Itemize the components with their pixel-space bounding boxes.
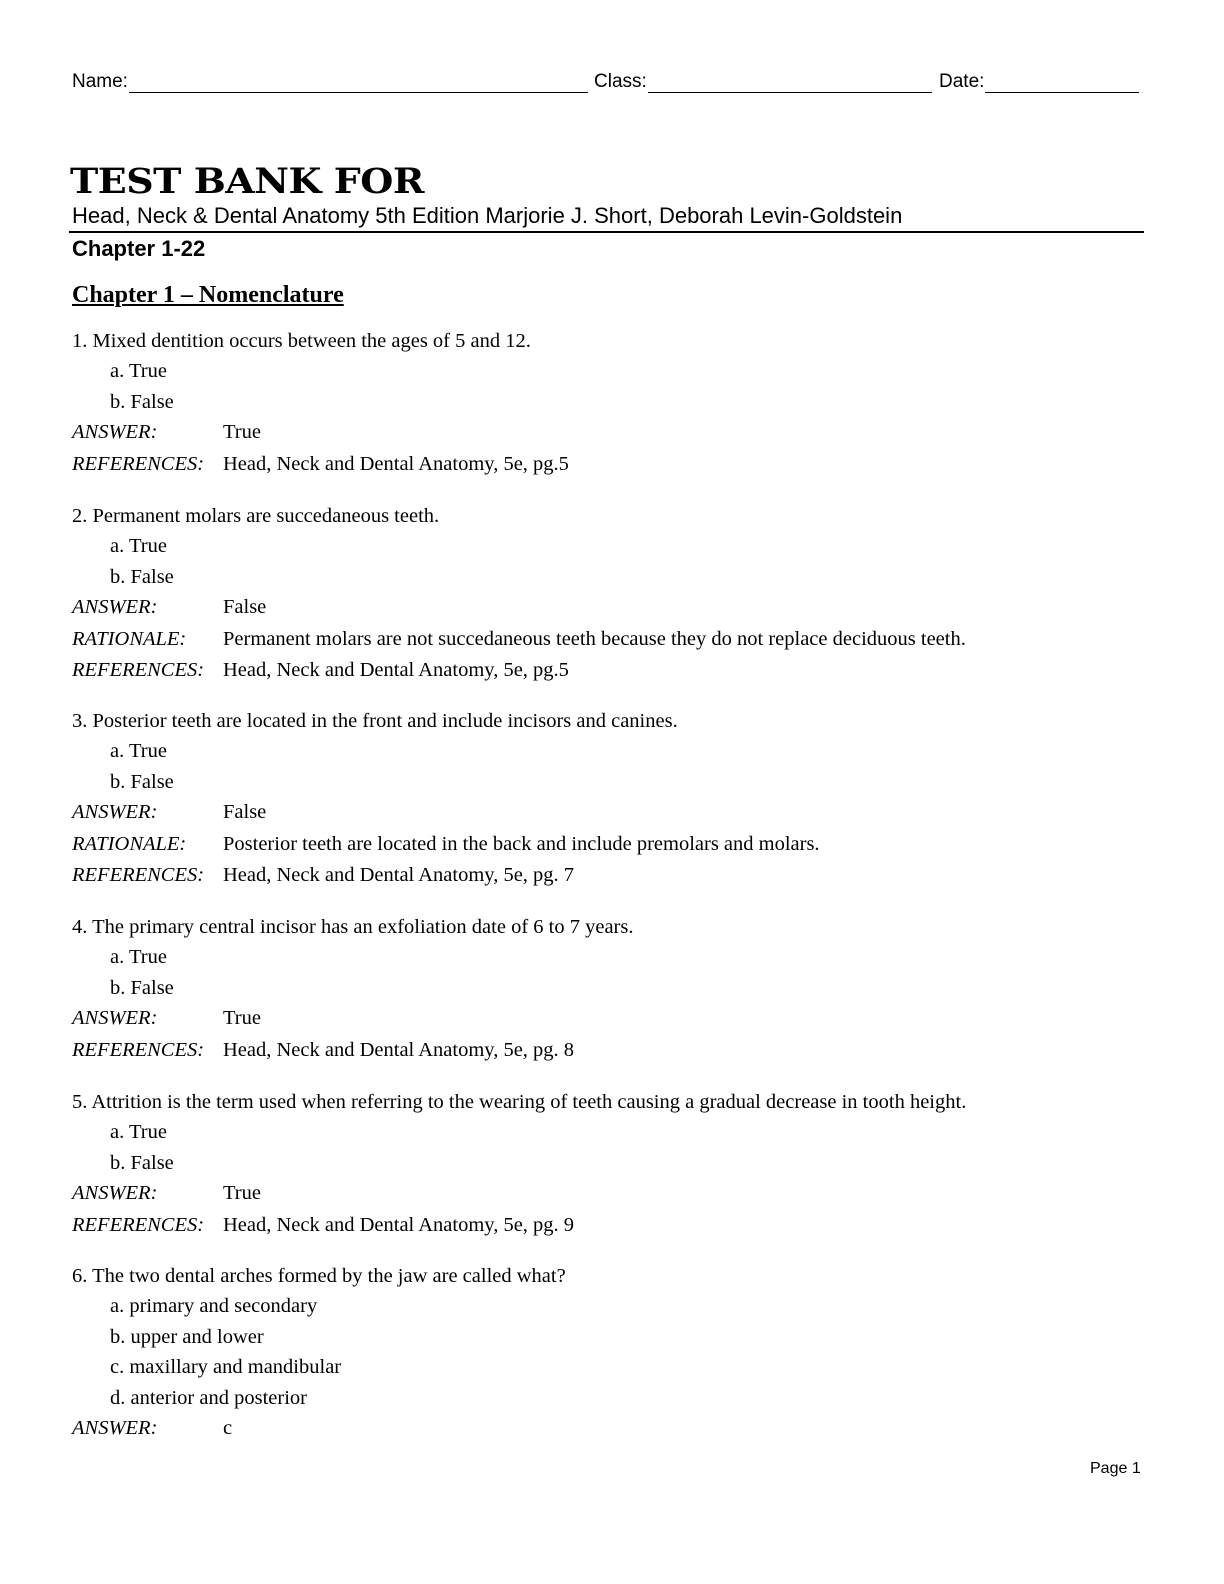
references-label: REFERENCES: [72, 1213, 205, 1236]
test-bank-title: TEST BANK FOR [70, 160, 424, 202]
date-blank-line[interactable] [985, 70, 1139, 93]
option-a[interactable]: a. True [110, 1121, 167, 1143]
answer-line [72, 1003, 1152, 1035]
answer-label: ANSWER: [72, 1417, 158, 1439]
name-label: Name: [72, 71, 128, 92]
option-b[interactable]: b. False [110, 1151, 174, 1174]
option-c[interactable]: c. maxillary and mandibular [110, 1356, 342, 1378]
references-line [72, 655, 1152, 687]
option-a[interactable]: a. primary and secondary [110, 1295, 318, 1317]
rationale-line [72, 624, 1152, 656]
references-value: Head, Neck and Dental Anatomy, 5e, pg. 9 [223, 1213, 575, 1236]
references-line [72, 860, 1152, 892]
references-value: Head, Neck and Dental Anatomy, 5e, pg.5 [223, 452, 569, 475]
answer-label: ANSWER: [72, 1182, 158, 1204]
question-stem: 5. Attrition is the term used when referring to the wearing of teeth causing a gradual decrease in tooth height. [72, 1091, 967, 1113]
references-line [72, 1035, 1152, 1067]
question-stem: 4. The primary central incisor has an exfoliation date of 6 to 7 years. [72, 916, 634, 938]
option-b[interactable]: b. False [110, 976, 174, 999]
answer-label: ANSWER: [72, 421, 158, 443]
answer-value: c [223, 1417, 233, 1439]
references-label: REFERENCES: [72, 452, 205, 475]
question-2 [72, 502, 1152, 687]
option-d[interactable]: d. anterior and posterior [110, 1386, 307, 1409]
question-3 [72, 707, 1152, 892]
option-a[interactable]: a. True [110, 360, 167, 382]
page-number: Page 1 [1090, 1460, 1141, 1477]
answer-line [72, 797, 1152, 829]
answer-line [72, 592, 1152, 624]
question-stem: 2. Permanent molars are succedaneous teeth. [72, 505, 440, 527]
name-field[interactable] [72, 70, 588, 93]
answer-line [72, 1178, 1152, 1210]
answer-label: ANSWER: [72, 596, 158, 618]
answer-value: True [223, 421, 261, 443]
question-stem: 1. Mixed dentition occurs between the ages of 5 and 12. [72, 330, 531, 352]
rationale-label: RATIONALE: [72, 832, 187, 855]
references-label: REFERENCES: [72, 1038, 205, 1061]
references-value: Head, Neck and Dental Anatomy, 5e, pg. 7 [223, 864, 575, 886]
references-value: Head, Neck and Dental Anatomy, 5e, pg. 8 [223, 1038, 575, 1061]
book-subtitle: Head, Neck & Dental Anatomy 5th Edition Marjorie J. Short, Deborah Levin-Goldstein [72, 203, 903, 228]
references-label: REFERENCES: [72, 659, 205, 681]
option-a[interactable]: a. True [110, 740, 167, 762]
class-blank-line[interactable] [648, 70, 932, 93]
references-label: REFERENCES: [72, 864, 205, 886]
class-label: Class: [594, 71, 647, 92]
option-b[interactable]: b. False [110, 390, 174, 413]
question-1 [72, 327, 1152, 480]
question-stem: 3. Posterior teeth are located in the front and include incisors and canines. [72, 710, 678, 732]
rationale-value: Posterior teeth are located in the back and include premolars and molars. [223, 832, 820, 855]
option-a[interactable]: a. True [110, 535, 167, 557]
references-line [72, 449, 1152, 481]
answer-label: ANSWER: [72, 1007, 158, 1029]
answer-value: True [223, 1182, 261, 1204]
question-4 [72, 913, 1152, 1066]
name-blank-line[interactable] [129, 70, 588, 93]
option-b[interactable]: b. False [110, 565, 174, 588]
chapter-heading: Chapter 1 – Nomenclature [72, 282, 344, 308]
date-field[interactable] [939, 70, 1139, 93]
rationale-line [72, 829, 1152, 861]
references-value: Head, Neck and Dental Anatomy, 5e, pg.5 [223, 659, 569, 681]
answer-value: True [223, 1007, 261, 1029]
option-a[interactable]: a. True [110, 946, 167, 968]
title-divider [69, 231, 1144, 233]
question-stem: 6. The two dental arches formed by the jaw are called what? [72, 1265, 566, 1287]
rationale-value: Permanent molars are not succedaneous teeth because they do not replace deciduous teeth. [223, 627, 966, 650]
question-5 [72, 1088, 1152, 1241]
references-line [72, 1210, 1152, 1242]
class-field[interactable] [594, 70, 932, 93]
rationale-label: RATIONALE: [72, 627, 187, 650]
student-info-header [72, 70, 1142, 98]
question-6 [72, 1262, 1152, 1445]
answer-label: ANSWER: [72, 801, 158, 823]
chapters-range: Chapter 1-22 [72, 236, 206, 261]
option-b[interactable]: b. upper and lower [110, 1325, 264, 1348]
answer-value: False [223, 801, 267, 823]
option-b[interactable]: b. False [110, 770, 174, 793]
answer-value: False [223, 596, 267, 618]
date-label: Date: [939, 71, 985, 92]
answer-line [72, 417, 1152, 449]
answer-line [72, 1413, 1152, 1445]
